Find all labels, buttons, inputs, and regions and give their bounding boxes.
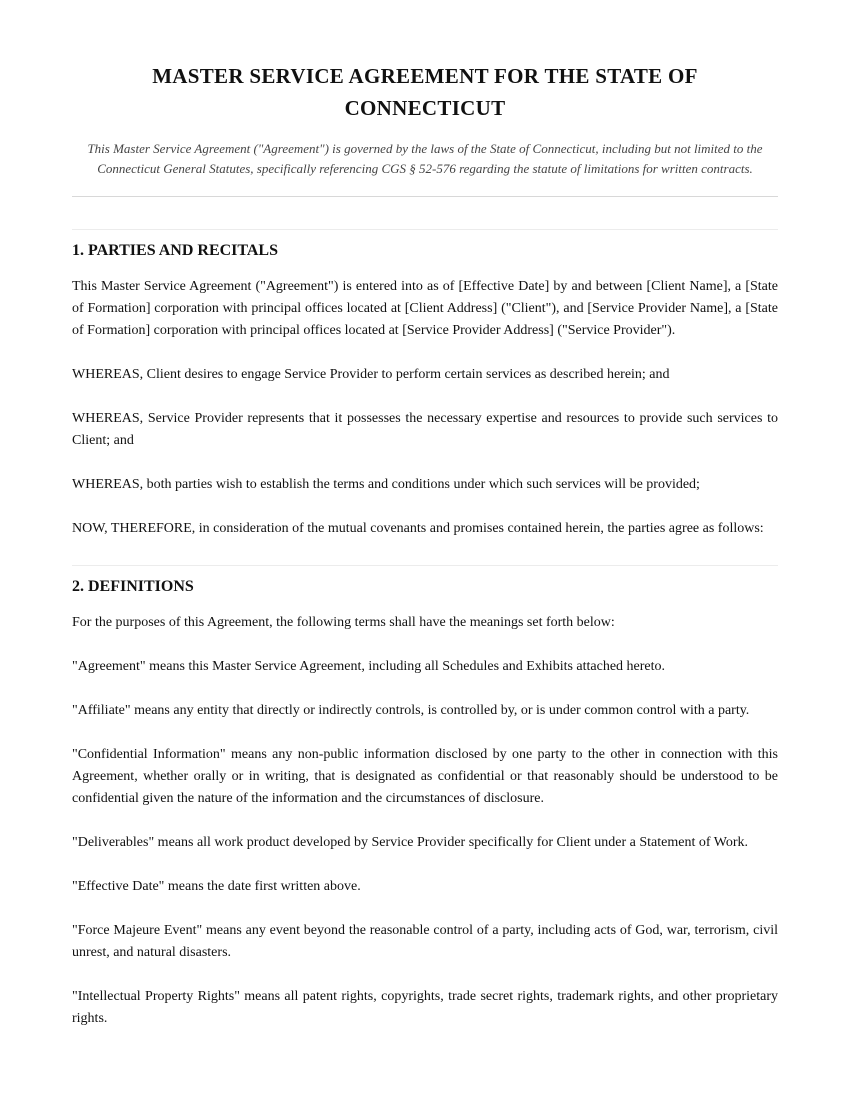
paragraph: This Master Service Agreement ("Agreement") is entered into as of [Effective Date] by and between [Client Name], a [State of Formation] corporation with principal offices located at [Client Address] ("Client"), and [Service Provider Name], a [State of Formation] corporation with principal offices located at [Service Provider Address] ("Service Provider"). bbox=[72, 279, 778, 338]
governing-law-note: This Master Service Agreement ("Agreement") is governed by the laws of the State of Connecticut, including but not limited to the Connecticut General Statutes, specifically referencing CGS § 52-576 regarding the statute of limitations for written contracts. bbox=[72, 139, 778, 197]
definition-affiliate: "Affiliate" means any entity that directly or indirectly controls, is controlled by, or is under common control with a party. bbox=[72, 703, 750, 718]
section-heading: 1. PARTIES AND RECITALS bbox=[72, 242, 278, 259]
definition-deliverables: "Deliverables" means all work product developed by Service Provider specifically for Client under a Statement of Work. bbox=[72, 835, 749, 850]
section-heading: 2. DEFINITIONS bbox=[72, 578, 194, 595]
paragraph: WHEREAS, Client desires to engage Service Provider to perform certain services as described herein; and bbox=[72, 367, 670, 382]
paragraph: NOW, THEREFORE, in consideration of the mutual covenants and promises contained herein, the parties agree as follows: bbox=[72, 521, 764, 536]
paragraph: For the purposes of this Agreement, the following terms shall have the meanings set forth below: bbox=[72, 615, 615, 630]
document-title: MASTER SERVICE AGREEMENT FOR THE STATE OF CONNECTICUT bbox=[152, 64, 698, 120]
definition-confidential-information: "Confidential Information" means any non-public information disclosed by one party to the other in connection with this Agreement, whether orally or in writing, that is designated as confidential or that reasonably should be understood to be confidential given the nature of the information and the circumstances of disclosure. bbox=[72, 747, 778, 806]
document-page bbox=[72, 0, 778, 1030]
definition-effective-date: "Effective Date" means the date first written above. bbox=[72, 879, 361, 894]
definition-force-majeure: "Force Majeure Event" means any event beyond the reasonable control of a party, including acts of God, war, terrorism, civil unrest, and natural disasters. bbox=[72, 923, 778, 960]
paragraph: WHEREAS, both parties wish to establish the terms and conditions under which such services will be provided; bbox=[72, 477, 700, 492]
section-definitions bbox=[72, 565, 778, 1030]
definition-intellectual-property: "Intellectual Property Rights" means all patent rights, copyrights, trade secret rights, trademark rights, and other proprietary rights. bbox=[72, 989, 778, 1026]
paragraph: WHEREAS, Service Provider represents that it possesses the necessary expertise and resources to provide such services to Client; and bbox=[72, 411, 778, 448]
definition-agreement: "Agreement" means this Master Service Agreement, including all Schedules and Exhibits attached hereto. bbox=[72, 659, 666, 674]
section-parties-recitals bbox=[72, 229, 778, 540]
